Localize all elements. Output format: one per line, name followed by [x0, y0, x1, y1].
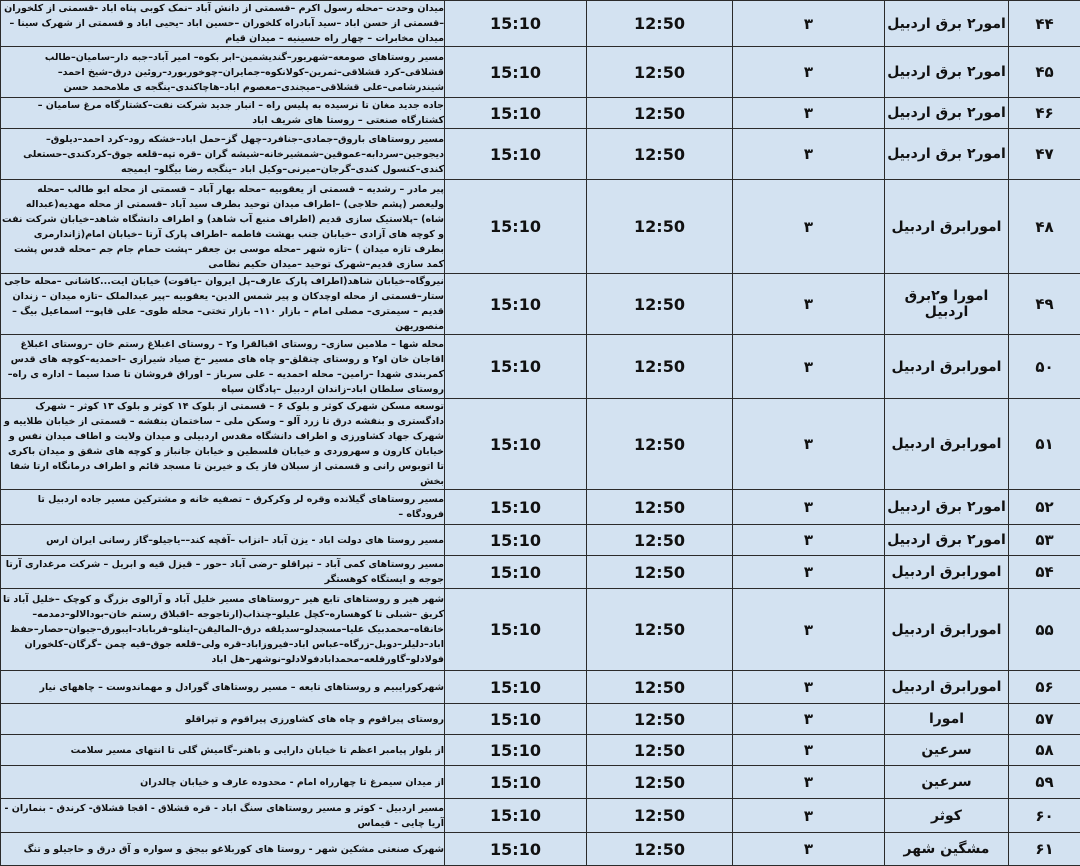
- affected-areas: مسیر روستاهای کمی آباد – تپراقلو –رضی آباد –حور – قیزل قیه و ابریل – شرکت مرغداری آرتا جوجه و ایستگاه کوهستگر: [1, 556, 445, 589]
- end-time: 15:10: [445, 274, 587, 335]
- end-time: 15:10: [445, 799, 587, 833]
- area-name: سرعین: [885, 766, 1009, 799]
- end-time: 15:10: [445, 1, 587, 47]
- affected-areas: مسیر اردبیل - کوثر و مسیر روستاهای سنگ اباد - قره قشلاق - اقجا قشلاق- کرندق - بنماران - آریا چایی - قیماس: [1, 799, 445, 833]
- start-time: 12:50: [587, 274, 733, 335]
- affected-areas: مسیر روستاهای صومعه–شهریور–گندیشمین–ابر بکوه– امیر آباد–جبه دار–سامیان–طالب قشلاقی–کرد قشلاقی–ثمرین–کولانکوه–جمایران–چوخوربورد–روئین درق–شیخ احمد–شیندرشامی–علی قشلاقی–میجندی–معصوم اباد–هاچاکندی–ینگجه ی ملامحمد حسن: [1, 47, 445, 98]
- duration-count: ۳: [733, 274, 885, 335]
- area-name: امورابرق اردبیل: [885, 589, 1009, 671]
- duration-count: ۳: [733, 735, 885, 766]
- row-number: ۶۱: [1009, 833, 1080, 866]
- area-name: امور۲ برق اردبیل: [885, 1, 1009, 47]
- area-name: امورابرق اردبیل: [885, 556, 1009, 589]
- duration-count: ۳: [733, 556, 885, 589]
- row-number: ۴۴: [1009, 1, 1080, 47]
- end-time: 15:10: [445, 833, 587, 866]
- area-name: امور۲ برق اردبیل: [885, 525, 1009, 556]
- table-row: [1, 525, 1080, 556]
- table-row: [1, 399, 1080, 490]
- start-time: 12:50: [587, 1, 733, 47]
- table-row: [1, 335, 1080, 399]
- affected-areas: پیر مادر – رشدیه – قسمتی از یعقوبیه –محله بهار آباد – قسمتی از محله ابو طالب –محله ولیعصر (پشم حلاجی) –اطراف میدان توحید بطرف سید آباد –قسمتی از محله مهدیه(عبداله شاه) –پلاستیک سازی قدیم (اطراف منبع آب شاهد) و اطراف دانشگاه شاهد–خیابان شرکت نفت و کوچه های آزادی –خیابان جنب بهشت فاطمه –اطراف پارک آرتا –خیابان امام(ژاندارمری بطرف تازه میدان ) –تازه شهر –محله موسی بن جعفر –پشت حمام جام جم –محله قدس پشت کمد سازی قدیم–شهرک توحید –میدان حکیم نظامی: [1, 180, 445, 274]
- duration-count: ۳: [733, 98, 885, 129]
- row-number: ۵۲: [1009, 490, 1080, 525]
- start-time: 12:50: [587, 671, 733, 704]
- start-time: 12:50: [587, 589, 733, 671]
- area-name: امورابرق اردبیل: [885, 399, 1009, 490]
- duration-count: ۳: [733, 525, 885, 556]
- start-time: 12:50: [587, 399, 733, 490]
- end-time: 15:10: [445, 47, 587, 98]
- start-time: 12:50: [587, 180, 733, 274]
- table-row: [1, 799, 1080, 833]
- table-row: [1, 1, 1080, 47]
- end-time: 15:10: [445, 735, 587, 766]
- table-row: [1, 589, 1080, 671]
- table-row: [1, 735, 1080, 766]
- end-time: 15:10: [445, 180, 587, 274]
- row-number: ۵۶: [1009, 671, 1080, 704]
- end-time: 15:10: [445, 399, 587, 490]
- end-time: 15:10: [445, 98, 587, 129]
- row-number: ۵۴: [1009, 556, 1080, 589]
- affected-areas: جاده جدید مغان تا نرسیده به پلیس راه – انبار جدید شرکت نفت–کشتارگاه مرغ سامیان –کشتارگاه صنعتی – روستا های شریف اباد: [1, 98, 445, 129]
- end-time: 15:10: [445, 525, 587, 556]
- duration-count: ۳: [733, 589, 885, 671]
- table-row: [1, 766, 1080, 799]
- end-time: 15:10: [445, 704, 587, 735]
- start-time: 12:50: [587, 704, 733, 735]
- affected-areas: نیروگاه–خیابان شاهد(اطراف پارک عارف–پل ایروان –یاقوت) خیابان ایت...کاشانی –محله حاجی ستار–قسمتی از محله اوچدکان و پیر شمس الدین- یعقوبیه –پیر عبدالملک –تازه میدان – زندان قدیم – سیمتری– مصلی امام – بازار ۱۱۰– بازار تختی– محله طوی– علی قاپو–- اسماعیل بیگ – منصوریهن: [1, 274, 445, 335]
- start-time: 12:50: [587, 766, 733, 799]
- start-time: 12:50: [587, 129, 733, 180]
- row-number: ۵۳: [1009, 525, 1080, 556]
- duration-count: ۳: [733, 399, 885, 490]
- start-time: 12:50: [587, 556, 733, 589]
- table-row: [1, 671, 1080, 704]
- duration-count: ۳: [733, 180, 885, 274]
- affected-areas: شهرک صنعتی مشکین شهر - روستا های کوربلاغو بیجق و سواره و آق درق و حاجیلو و تنگ: [1, 833, 445, 866]
- area-name: امورابرق اردبیل: [885, 671, 1009, 704]
- start-time: 12:50: [587, 735, 733, 766]
- affected-areas: توسعه مسکن شهرک کوثر و بلوک ۶ – قسمتی از بلوک ۱۴ کوثر و بلوک ۱۳ کوثر – شهرک دادگستری و بنفشه درق تا زرد آلو – وسکن ملی – ساختمان بنفشه – قسمتی از خیابان طلاییه و شهرک جهاد کشاورزی و اطراف دانشگاه مقدس اردبیلی و میدان ولایت و اطاف میدان نفس و خیابان کارون و سهروردی و خیابان فلسطین و خیابان جانباز و کوچه های شقق و میدان باکری تا اتوبوس رانی و قسمتی از سبلان فاز یک و خیرین تا مسجد قائم و اطراف درمانگاه ارتا شفا بخش: [1, 399, 445, 490]
- duration-count: ۳: [733, 490, 885, 525]
- schedule-rows: [1, 1, 1080, 866]
- table-row: [1, 556, 1080, 589]
- row-number: ۵۸: [1009, 735, 1080, 766]
- row-number: ۵۱: [1009, 399, 1080, 490]
- duration-count: ۳: [733, 704, 885, 735]
- start-time: 12:50: [587, 799, 733, 833]
- table-row: [1, 704, 1080, 735]
- end-time: 15:10: [445, 671, 587, 704]
- area-name: امورا: [885, 704, 1009, 735]
- table-row: [1, 98, 1080, 129]
- row-number: ۵۵: [1009, 589, 1080, 671]
- table-row: [1, 47, 1080, 98]
- table-row: [1, 129, 1080, 180]
- row-number: ۴۶: [1009, 98, 1080, 129]
- affected-areas: مسیر روستاهای گیلانده وقره لر وکرکرق – تصفیه خانه و مشترکین مسیر جاده اردبیل تا فرودگاه –: [1, 490, 445, 525]
- duration-count: ۳: [733, 1, 885, 47]
- affected-areas: میدان وحدت –محله رسول اکرم –قسمتی از دانش آباد –نمک کوبی پناه اباد -قسمتی از کلخوران –قسمتی از حسن اباد –سید آبادراه کلخوران –حسین اباد –یحیی اباد و قسمتی از شهرک سینا –میدان مخابرات – چهار راه حسینیه – میدان قیام: [1, 1, 445, 47]
- affected-areas: مسیر روستاهای باروق–جمادی–جنافرد–چهل گز–حمل اباد–خشکه رود–کرد احمد–دیلوق–دیجوجین–سردابه–عموقین–شمشیرخانه–شیشه گران –قره تپه–قلعه جوق–کردکندی–حستعلی کندی–کنسول کندی–گرجان–میرنی–وکیل اباد –ینگجه رضا بیگلو– ایمیجه: [1, 129, 445, 180]
- area-name: امورابرق اردبیل: [885, 180, 1009, 274]
- affected-areas: از میدان سیمرغ تا چهارراه امام - محدوده عارف و خیابان چالدران: [1, 766, 445, 799]
- row-number: ۴۸: [1009, 180, 1080, 274]
- area-name: امور۲ برق اردبیل: [885, 129, 1009, 180]
- end-time: 15:10: [445, 129, 587, 180]
- duration-count: ۳: [733, 833, 885, 866]
- affected-areas: مسیر روستا های دولت اباد - یزن آباد –انزاب –آقچه کند––یاجیلو–گاز رسانی ایران ارس: [1, 525, 445, 556]
- table-row: [1, 490, 1080, 525]
- start-time: 12:50: [587, 47, 733, 98]
- area-name: کوثر: [885, 799, 1009, 833]
- duration-count: ۳: [733, 335, 885, 399]
- start-time: 12:50: [587, 98, 733, 129]
- affected-areas: شهر هیر و روستاهای تابع هیر –روستاهای مسیر خلیل آباد و آرالوی بزرگ و کوچک –خلیل آباد تا کریق –شبلی تا کوهساره–کچل علیلو–چنذاب(ارتاجوجه –اقبلاق رستم خان–بودالالو–دمدمه–خانقاه–محمدبیک علیا–مسجدلو–سدیلقه درق–المالیقن–اینلو–قرباباد–ایبورق–جیوان–حصار–حفظ اباد–دلیلر–دوبل–زرگاه–عباس اباد–فیروزاباد–قره ولی–قلعه جوق–قیه چمن –گرگان–کلخوران فولادلو–گاورقلعه–محمدابادفولادلو–نوشهر–هل اباد: [1, 589, 445, 671]
- area-name: امور۲ برق اردبیل: [885, 47, 1009, 98]
- duration-count: ۳: [733, 47, 885, 98]
- end-time: 15:10: [445, 490, 587, 525]
- start-time: 12:50: [587, 833, 733, 866]
- table-row: [1, 180, 1080, 274]
- duration-count: ۳: [733, 766, 885, 799]
- row-number: ۴۵: [1009, 47, 1080, 98]
- area-name: مشگین شهر: [885, 833, 1009, 866]
- area-name: امور۲ برق اردبیل: [885, 98, 1009, 129]
- row-number: ۵۹: [1009, 766, 1080, 799]
- affected-areas: از بلوار پیامبر اعظم تا خیابان دارایی و باهنر–گامیش گلی تا انتهای مسیر سلامت: [1, 735, 445, 766]
- area-name: سرعین: [885, 735, 1009, 766]
- area-name: امورابرق اردبیل: [885, 335, 1009, 399]
- end-time: 15:10: [445, 589, 587, 671]
- row-number: ۴۹: [1009, 274, 1080, 335]
- start-time: 12:50: [587, 525, 733, 556]
- row-number: ۴۷: [1009, 129, 1080, 180]
- table-row: [1, 833, 1080, 866]
- row-number: ۵۷: [1009, 704, 1080, 735]
- area-name: امورا و۲برق اردبیل: [885, 274, 1009, 335]
- end-time: 15:10: [445, 556, 587, 589]
- end-time: 15:10: [445, 335, 587, 399]
- row-number: ۵۰: [1009, 335, 1080, 399]
- duration-count: ۳: [733, 799, 885, 833]
- duration-count: ۳: [733, 129, 885, 180]
- area-name: امور۲ برق اردبیل: [885, 490, 1009, 525]
- affected-areas: روستای پیراقوم و چاه های کشاورزی پیراقوم و تپراقلو: [1, 704, 445, 735]
- duration-count: ۳: [733, 671, 885, 704]
- table-row: [1, 274, 1080, 335]
- row-number: ۶۰: [1009, 799, 1080, 833]
- start-time: 12:50: [587, 490, 733, 525]
- end-time: 15:10: [445, 766, 587, 799]
- affected-areas: شهرکورایبیم و روستاهای تابعه – مسیر روستاهای گورادل و مهماندوست – چاههای نیار: [1, 671, 445, 704]
- start-time: 12:50: [587, 335, 733, 399]
- affected-areas: محله شها – ملامین سازی– روستای اقبالقرا و۲ – روستای اغبلاغ رستم خان –روستای اغبلاغ اقاجان خان او۲ و روستای چنقلق–و چاه های مسیر –خ صیاد شیرازی –احمدیه–کوچه های قدس کمربندی شهدا –رامین– محله احمدیه – علی سرباز – اوراق فروشان تا صدا سیما – اداره ی راه– روستای سلطان اباد–زاندان اردبیل –پادگان سپاه: [1, 335, 445, 399]
